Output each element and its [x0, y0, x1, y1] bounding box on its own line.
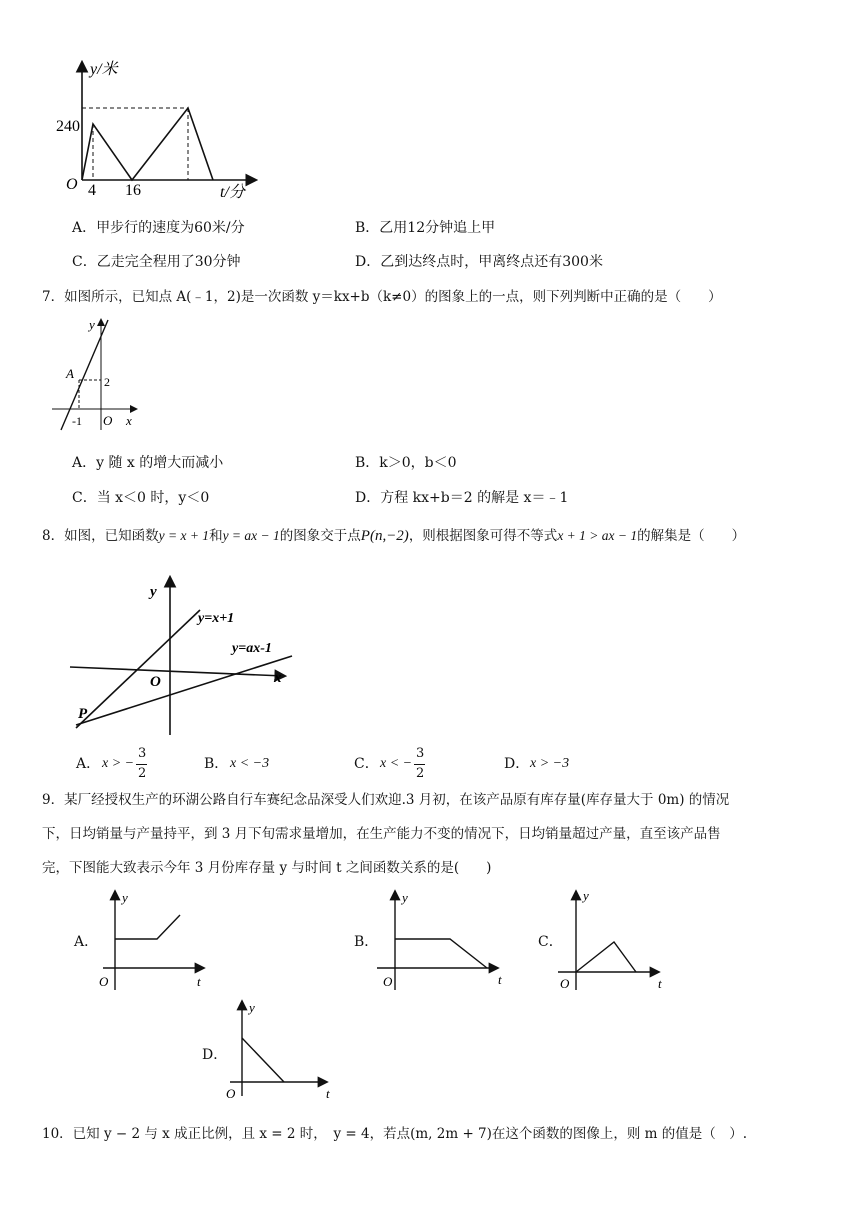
q8-line-2 — [76, 656, 292, 725]
svg-text:O: O — [560, 976, 570, 991]
svg-text:y=x+1: y=x+1 — [198, 611, 235, 626]
q9-graph-d[interactable] — [222, 996, 337, 1104]
q7-option-c[interactable]: C．当 x＜0 时，y＜0 — [72, 490, 210, 506]
svg-text:O: O — [103, 413, 113, 428]
svg-text:O: O — [150, 674, 161, 690]
q9-graph-a[interactable] — [95, 886, 215, 994]
q6-option-b[interactable]: B．乙用12分钟追上甲 — [355, 220, 496, 236]
q6-y-tick: 240 — [56, 118, 80, 135]
q7-stem: 7．如图所示，已知点 A(﹣1，2)是一次函数 y＝kx+b（k≠0）的图象上的一点，则下列判断中正确的是（ ） — [42, 289, 722, 305]
svg-text:t: t — [498, 972, 502, 987]
q7-option-a[interactable]: A．y 随 x 的增大而减小 — [72, 455, 224, 471]
q7-option-d[interactable]: D．方程 kx+b＝2 的解是 x＝﹣1 — [355, 490, 569, 506]
q9-graph-b[interactable] — [375, 886, 510, 994]
svg-text:t: t — [658, 976, 662, 991]
q10-stem: 10．已知 y − 2 与 x 成正比例，且 x = 2 时， y = 4，若点(m, 2m + 7)在这个函数的图像上，则 m 的值是（ ）. — [42, 1126, 748, 1142]
q9-line-2: 下，日均销量与产量持平，到 3 月下旬需求量增加，在生产能力不变的情况下，日均销量超过产量，直至该产品售 — [42, 826, 721, 842]
q6-x-tick-2: 16 — [125, 182, 141, 199]
q9-line-3: 完，下图能大致表示今年 3 月份库存量 y 与时间 t 之间函数关系的是( ) — [42, 860, 492, 876]
svg-text:y=ax-1: y=ax-1 — [232, 641, 272, 656]
svg-text:y: y — [122, 890, 128, 905]
svg-text:2: 2 — [104, 375, 110, 389]
q8-graph — [62, 570, 292, 740]
svg-text:x: x — [126, 413, 132, 428]
q9-option-d-label[interactable]: D． — [202, 1047, 228, 1063]
q8-stem: 8．如图，已知函数y = x + 1和y = ax − 1的图象交于点P(n,−2)，则根据图象可得不等式x + 1 > ax − 1的解集是（ ） — [42, 528, 746, 544]
q7-graph — [48, 312, 148, 437]
q9-option-a-label[interactable]: A． — [74, 934, 99, 950]
svg-text:y: y — [249, 1000, 255, 1015]
q7-option-b[interactable]: B．k＞0，b＜0 — [355, 455, 457, 471]
svg-text:y: y — [402, 890, 408, 905]
svg-text:t: t — [326, 1086, 330, 1101]
q9-line-1: 9．某厂经授权生产的环湖公路自行车赛纪念品深受人们欢迎.3 月初，在该产品原有库存量(库存量大于 0m) 的情况 — [42, 792, 730, 808]
q9-option-c-label[interactable]: C． — [538, 934, 563, 950]
q6-graph — [56, 55, 260, 205]
svg-text:y: y — [150, 584, 157, 600]
q9-option-b-label[interactable]: B． — [354, 934, 379, 950]
q6-x-label: t/分 — [220, 184, 245, 201]
q6-line — [82, 108, 213, 180]
svg-text:P: P — [78, 706, 88, 722]
svg-text:x: x — [274, 670, 282, 686]
q6-origin: O — [66, 176, 78, 193]
q6-option-d[interactable]: D．乙到达终点时，甲离终点还有300米 — [355, 254, 603, 270]
svg-text:y: y — [583, 888, 589, 903]
svg-text:-1: -1 — [72, 414, 82, 428]
q6-option-c[interactable]: C．乙走完全程用了30分钟 — [72, 254, 241, 270]
q9-graph-c[interactable] — [556, 886, 674, 994]
svg-text:O: O — [226, 1086, 236, 1101]
q8-line-1 — [76, 610, 200, 728]
q6-y-label: y/米 — [90, 61, 118, 78]
svg-text:O: O — [383, 974, 393, 989]
svg-text:t: t — [197, 974, 201, 989]
svg-text:O: O — [99, 974, 109, 989]
q6-option-a[interactable]: A．甲步行的速度为60米/分 — [72, 220, 245, 236]
svg-text:A: A — [66, 366, 74, 381]
svg-text:y: y — [89, 317, 95, 332]
q6-x-tick-1: 4 — [88, 182, 96, 199]
